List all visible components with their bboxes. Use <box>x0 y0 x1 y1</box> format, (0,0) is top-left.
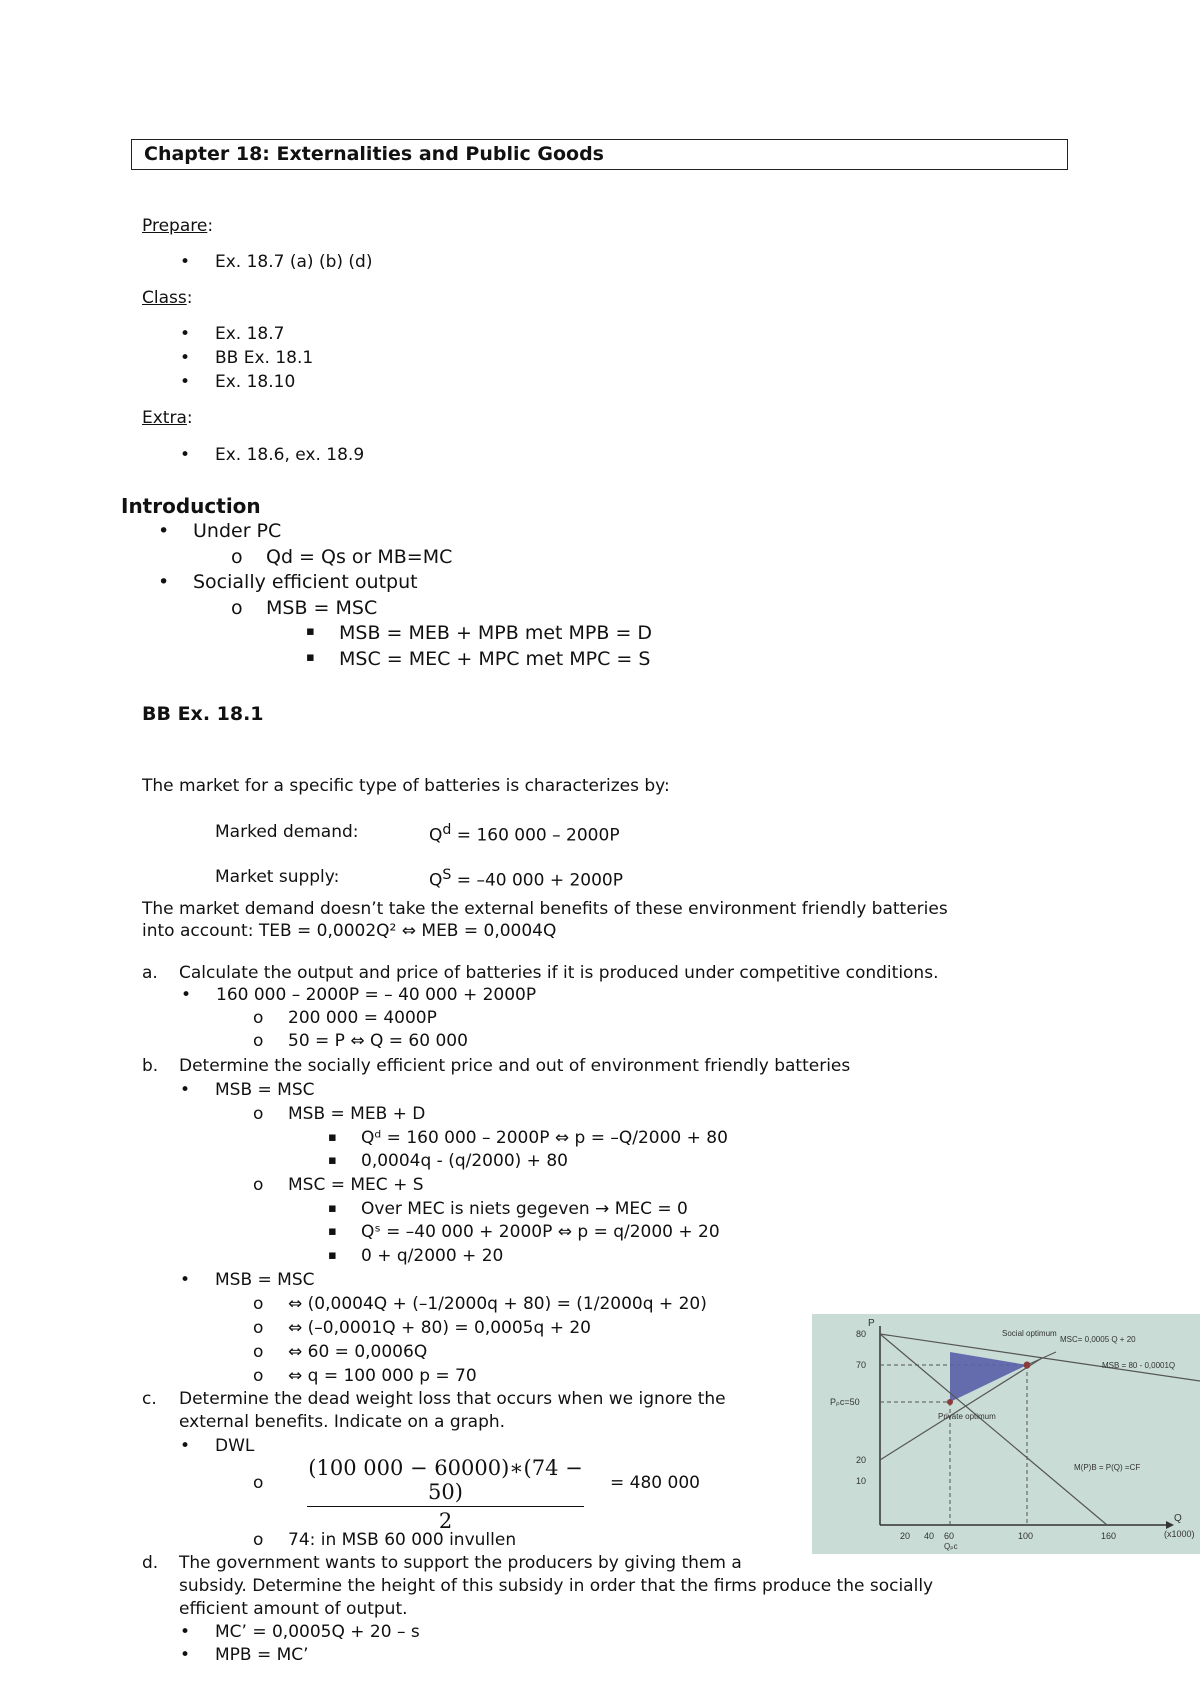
x-tick: 20 <box>900 1531 911 1541</box>
bullet-o: o <box>253 1473 264 1493</box>
intro-line: ▪ MSB = MEB + MPB met MPB = D <box>339 622 652 644</box>
answer-line: o 74: in MSB 60 000 invullen <box>288 1530 516 1550</box>
social-optimum-point <box>1024 1362 1031 1369</box>
demand-equation: $Q^d = 160$ 000 – 2000P <box>429 822 620 846</box>
msb-label: MSB = 80 - 0,0001Q <box>1102 1361 1176 1370</box>
answer-line: o MSB = MEB + D <box>288 1104 425 1124</box>
answer-line: ▪ 0 + q/2000 + 20 <box>361 1246 503 1266</box>
prepare-item: • Ex. 18.7 (a) (b) (d) <box>215 252 372 272</box>
graph-background <box>812 1314 1200 1554</box>
question-letter: b. <box>142 1056 159 1076</box>
question-a: Calculate the output and price of batteries if it is produced under competitive conditions. <box>179 963 939 983</box>
question-letter: a. <box>142 963 158 983</box>
answer-line: • MSB = MSC <box>215 1080 315 1100</box>
x-sub-label: Qₚc <box>944 1542 958 1551</box>
answer-line: • MPB = MC’ <box>215 1645 309 1665</box>
question-b: Determine the socially efficient price and out of environment friendly batteries <box>179 1056 851 1076</box>
question-c: external benefits. Indicate on a graph. <box>179 1412 506 1432</box>
question-d: subsidy. Determine the height of this subsidy in order that the firms produce the socially <box>179 1576 934 1596</box>
y-tick: 70 <box>856 1360 867 1370</box>
chapter-title-box <box>131 139 1068 170</box>
answer-line: • MSB = MSC <box>215 1270 315 1290</box>
x-tick: 160 <box>1101 1531 1117 1541</box>
dwl-fraction <box>307 1456 584 1533</box>
answer-line: o 200 000 = 4000P <box>288 1008 437 1028</box>
private-optimum-label: Private optimum <box>938 1412 996 1421</box>
answer-line: o ⇔ q = 100 000 p = 70 <box>288 1366 477 1386</box>
answer-line: o MSC = MEC + S <box>288 1175 424 1195</box>
answer-line: o ⇔ (0,0004Q + (–1/2000q + 80) = (1/2000q + 20) <box>288 1294 707 1314</box>
p-axis-label: P <box>868 1318 875 1329</box>
answer-line: • MC’ = 0,0005Q + 20 – s <box>215 1622 420 1642</box>
msc-label: MSC= 0,0005 Q + 20 <box>1060 1335 1136 1344</box>
q-axis-label: Q <box>1174 1513 1182 1524</box>
answer-line: ▪ 0,0004q - (q/2000) + 80 <box>361 1151 568 1171</box>
answer-line: ▪ Over MEC is niets gegeven → MEC = 0 <box>361 1199 688 1219</box>
question-letter: c. <box>142 1389 157 1409</box>
x-tick: 40 <box>924 1531 935 1541</box>
y-tick: Pₚc=50 <box>830 1397 860 1407</box>
graph-svg <box>812 1314 1200 1554</box>
answer-line: o 50 = P ⇔ Q = 60 000 <box>288 1031 468 1051</box>
bb-heading: BB Ex. 18.1 <box>142 703 264 725</box>
question-d: The government wants to support the producers by giving them a <box>179 1553 742 1573</box>
question-letter: d. <box>142 1553 159 1573</box>
class-label: Class: <box>142 288 193 308</box>
externality-text: into account: TEB = 0,0002Q² ⇔ MEB = 0,0004Q <box>142 921 557 941</box>
answer-line: ▪ Qᵈ = 160 000 – 2000P ⇔ p = –Q/2000 + 80 <box>361 1128 728 1148</box>
y-tick: 80 <box>856 1329 867 1339</box>
mpb-label: M(P)B = P(Q) =CF <box>1074 1463 1141 1472</box>
bb-intro: The market for a specific type of batteries is characterizes by: <box>142 776 670 796</box>
class-item: • Ex. 18.7 <box>215 324 284 344</box>
supply-equation: $Q^S = -40$ 000 + 2000P <box>429 867 623 891</box>
prepare-label: Prepare: <box>142 216 214 236</box>
answer-line: ▪ Qˢ = –40 000 + 2000P ⇔ p = q/2000 + 20 <box>361 1222 720 1242</box>
intro-line: o Qd = Qs or MB=MC <box>266 546 452 568</box>
extra-label: Extra: <box>142 408 193 428</box>
question-c: Determine the dead weight loss that occurs when we ignore the <box>179 1389 726 1409</box>
class-item: • BB Ex. 18.1 <box>215 348 313 368</box>
x-tick: 60 <box>944 1531 955 1541</box>
y-tick: 10 <box>856 1476 867 1486</box>
private-optimum-point <box>947 1399 953 1405</box>
intro-heading: Introduction <box>121 494 261 518</box>
answer-line: o ⇔ 60 = 0,0006Q <box>288 1342 427 1362</box>
demand-label: Marked demand: <box>215 822 359 842</box>
answer-line: o ⇔ (–0,0001Q + 80) = 0,0005q + 20 <box>288 1318 591 1338</box>
fraction-numerator: (100 000 − 60000)∗(74 − 50) <box>307 1456 584 1507</box>
intro-line: • Socially efficient output <box>193 571 418 593</box>
intro-line: ▪ MSC = MEC + MPC met MPC = S <box>339 648 650 670</box>
answer-line: • DWL <box>215 1436 254 1456</box>
answer-line: • 160 000 – 2000P = – 40 000 + 2000P <box>216 985 536 1005</box>
fraction-denominator: 2 <box>438 1509 453 1533</box>
x-tick: 100 <box>1018 1531 1034 1541</box>
extra-item: • Ex. 18.6, ex. 18.9 <box>215 445 364 465</box>
dwl-graph <box>812 1314 1200 1554</box>
y-tick: 20 <box>856 1455 867 1465</box>
intro-line: o MSB = MSC <box>266 597 377 619</box>
social-optimum-label: Social optimum <box>1002 1329 1057 1338</box>
supply-label: Market supply: <box>215 867 340 887</box>
question-d: efficient amount of output. <box>179 1599 408 1619</box>
class-item: • Ex. 18.10 <box>215 372 295 392</box>
chapter-title: Chapter 18: Externalities and Public Goods <box>144 143 604 165</box>
externality-text: The market demand doesn’t take the external benefits of these environment friendly batteries <box>142 899 948 919</box>
x-unit-label: (x1000) <box>1164 1529 1195 1539</box>
dwl-result: = 480 000 <box>610 1473 700 1493</box>
intro-line: • Under PC <box>193 520 281 542</box>
